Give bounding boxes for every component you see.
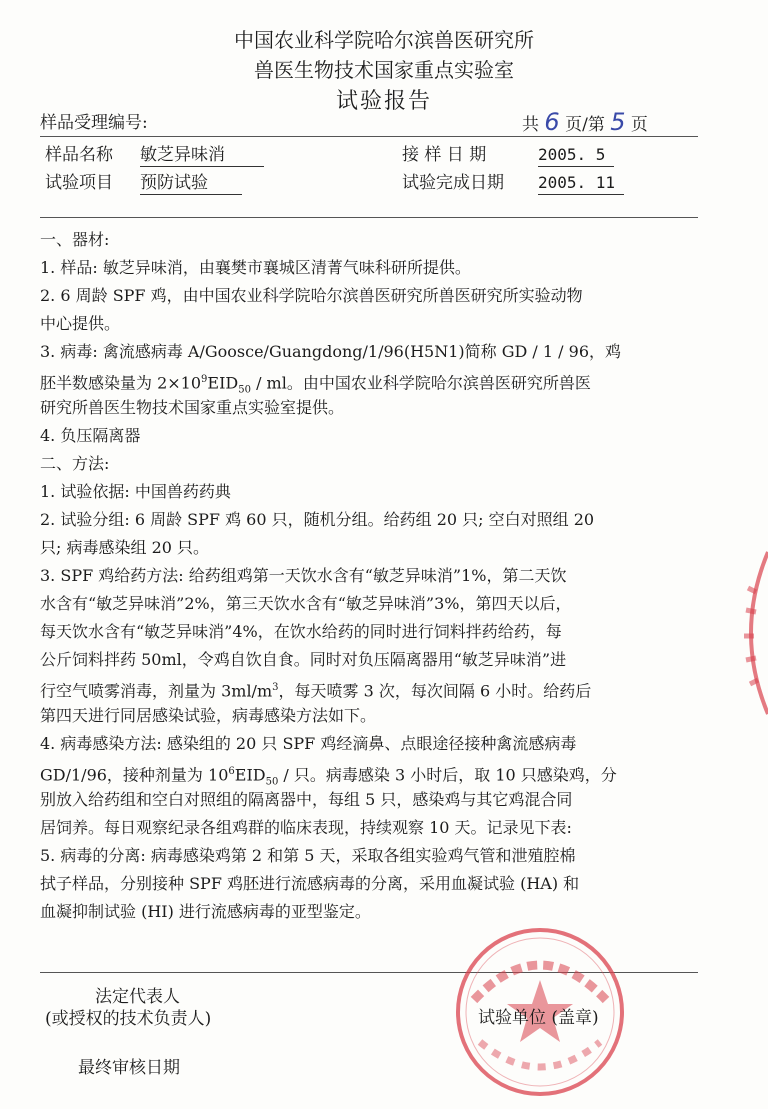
page-indicator (522, 108, 648, 136)
final-review-date-label: 最终审核日期 (78, 1058, 180, 1078)
page-current-value: 5 (610, 108, 626, 136)
report-title: 试验报告 (335, 89, 432, 114)
test-item-value: 预防试验 (140, 172, 242, 195)
edge-seal-fragment (728, 548, 768, 718)
page-post-text: 页 (630, 115, 648, 135)
page-mid-text: 页/第 (565, 115, 605, 135)
sample-name-value: 敏芝异味消 (140, 144, 264, 167)
para-line: 2. 试验分组: 6 周龄 SPF 鸡 60 只，随机分组。给药组 20 只; 空白对照组 20 (40, 510, 595, 529)
para-line: GD/1/96，接种剂量为 $10^6EID_{50}$ / 只。病毒感染 3 小时后，取 10 只感染鸡，分 (40, 765, 617, 788)
page-total-value: 6 (544, 108, 560, 136)
para-line: 研究所兽医生物技术国家重点实验室提供。 (40, 398, 345, 417)
para-line: 1. 样品: 敏芝异味消，由襄樊市襄城区清菁气味科研所提供。 (40, 258, 471, 277)
sample-no-label: 样品受理编号: (40, 113, 148, 133)
para-line: 3. 病毒: 禽流感病毒 A/Goosce/Guangdong/1/96(H5N1)简称 GD / 1 / 96，鸡 (40, 342, 622, 361)
authorized-person-label: (或授权的技术负责人) (45, 1009, 212, 1029)
test-item-label: 试验项目 (45, 173, 113, 193)
para-line: 2. 6 周龄 SPF 鸡，由中国农业科学院哈尔滨兽医研究所兽医研究所实验动物 (40, 286, 583, 305)
test-unit-label: 试验单位 (盖章) (478, 1008, 599, 1028)
sample-name-label: 样品名称 (45, 145, 113, 165)
para-line: 1. 试验依据: 中国兽药药典 (40, 482, 231, 501)
para-line: 3. SPF 鸡给药方法: 给药组鸡第一天饮水含有“敏芝异味消”1%，第二天饮 (40, 566, 567, 585)
complete-date-value: 2005. 11 (538, 172, 624, 195)
para-line: 4. 负压隔离器 (40, 426, 141, 445)
receive-date-label: 接 样 日 期 (402, 145, 487, 165)
para-line: 5. 病毒的分离: 病毒感染鸡第 2 和第 5 天，采取各组实验鸡气管和泄殖腔棉 (40, 846, 576, 865)
complete-date-label: 试验完成日期 (402, 173, 504, 193)
para-line: 居饲养。每日观察纪录各组鸡群的临床表现，持续观察 10 天。记录见下表: (40, 818, 572, 837)
header-divider (40, 136, 698, 137)
para-line: 公斤饲料拌药 50ml，令鸡自饮自食。同时对负压隔离器用“敏芝异味消”进 (40, 650, 567, 669)
para-line: 第四天进行同居感染试验，病毒感染方法如下。 (40, 706, 377, 725)
para-line: 水含有“敏芝异味消”2%，第三天饮水含有“敏芝异味消”3%，第四天以后， (40, 594, 572, 613)
para-line: 中心提供。 (40, 314, 121, 333)
institute-name: 中国农业科学院哈尔滨兽医研究所 (234, 28, 534, 52)
para-line: 别放入给药组和空白对照组的隔离器中，每组 5 只，感染鸡与其它鸡混合同 (40, 790, 573, 809)
section-methods: 二、方法: (40, 454, 110, 473)
para-line: 血凝抑制试验 (HI) 进行流感病毒的亚型鉴定。 (40, 902, 371, 921)
para-line: 每天饮水含有“敏芝异味消”4%，在饮水给药的同时进行饲料拌药给药，每 (40, 622, 562, 641)
para-line: 行空气喷雾消毒，剂量为 $3ml/m^3$，每天喷雾 3 次，每次间隔 6 小时。给药后 (40, 681, 592, 701)
page-total-pre: 共 (522, 115, 539, 135)
legal-representative-label: 法定代表人 (95, 987, 180, 1007)
para-line: 只; 病毒感染组 20 只。 (40, 538, 210, 557)
receive-date-value: 2005. 5 (538, 144, 614, 167)
section-materials: 一、器材: (40, 230, 110, 249)
para-line: 4. 病毒感染方法: 感染组的 20 只 SPF 鸡经滴鼻、点眼途径接种禽流感病毒 (40, 734, 577, 753)
meta-divider (40, 217, 698, 218)
lab-name: 兽医生物技术国家重点实验室 (254, 58, 514, 82)
para-line: 胚半数感染量为 $2\times 10^9EID_{50}$ / ml。由中国农业科学院哈尔滨兽医研究所兽医 (40, 373, 591, 396)
para-line: 拭子样品，分别接种 SPF 鸡胚进行流感病毒的分离，采用血凝试验 (HA) 和 (40, 874, 580, 893)
